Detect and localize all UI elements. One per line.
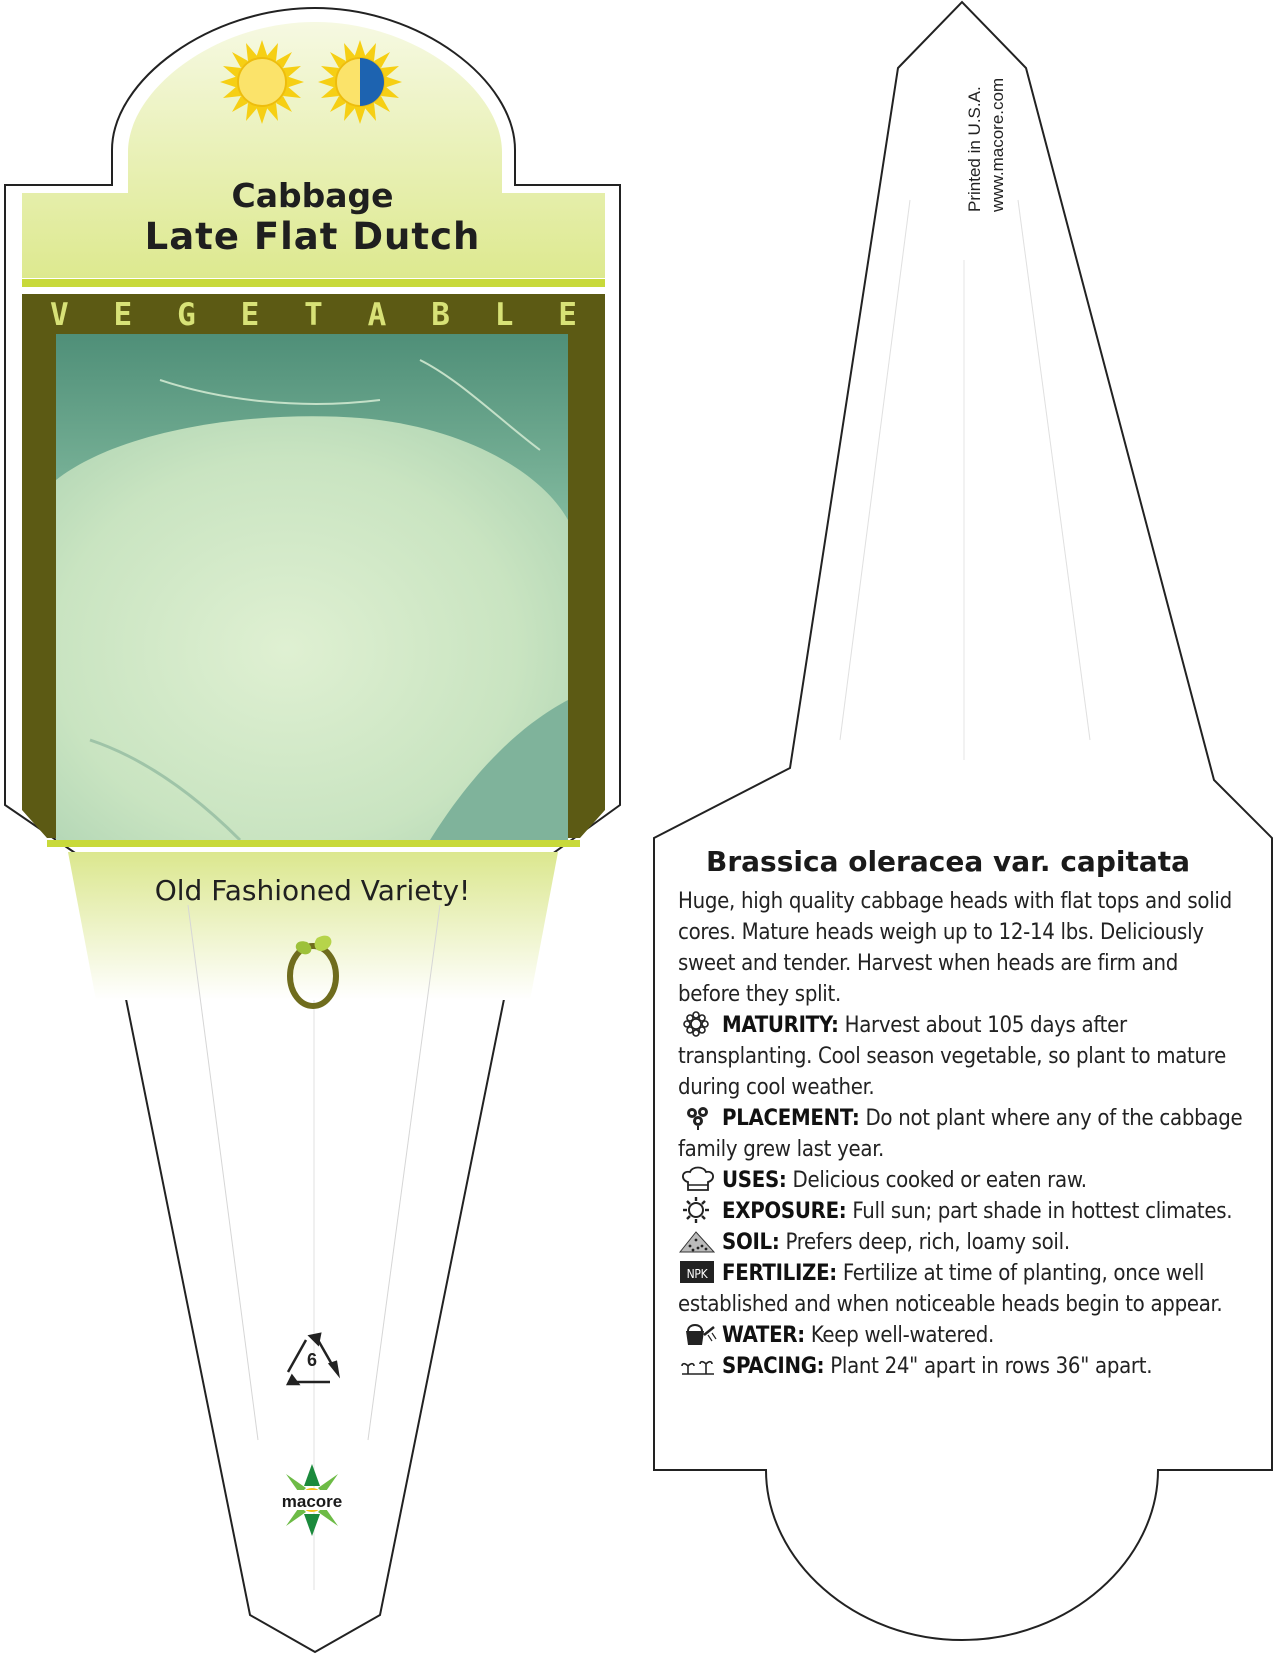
section-text: Plant 24" apart in rows 36" apart. [830, 1354, 1153, 1379]
header-rule [22, 279, 605, 287]
sunflower-icon [678, 1011, 718, 1037]
plant-common-name: Cabbage [231, 176, 394, 215]
chef-hat-icon [678, 1166, 718, 1192]
section-label: SPACING: [722, 1354, 825, 1379]
brand-name: macore [281, 1492, 343, 1511]
section-soil [678, 1227, 1243, 1258]
section-text: Delicious cooked or eaten raw. [792, 1168, 1087, 1193]
flowers-icon [678, 1104, 718, 1130]
section-label: USES: [722, 1168, 787, 1193]
website-line: www.macore.com [987, 77, 1007, 212]
full-sun-icon [220, 40, 304, 124]
category-letter: G [177, 297, 196, 333]
section-fertilize [678, 1258, 1243, 1320]
category-letter: L [494, 297, 514, 333]
section-label: FERTILIZE: [722, 1261, 837, 1286]
part-sun-icon [318, 40, 402, 124]
care-instructions [678, 845, 1243, 1382]
section-spacing [678, 1351, 1243, 1382]
category-letter: E [240, 297, 260, 333]
section-maturity [678, 1010, 1243, 1103]
section-text: Keep well-watered. [810, 1323, 994, 1348]
section-text: Fertilize at time of planting, once well established and when noticeable heads begin to appear. [678, 1261, 1223, 1317]
cabbage-photo [56, 334, 568, 840]
section-label: PLACEMENT: [722, 1106, 860, 1131]
soil-icon [678, 1228, 718, 1254]
section-text: Full sun; part shade in hottest climates. [852, 1199, 1233, 1224]
section-water [678, 1320, 1243, 1351]
section-label: EXPOSURE: [722, 1199, 847, 1224]
section-text: Prefers deep, rich, loamy soil. [785, 1230, 1070, 1255]
section-uses [678, 1165, 1243, 1196]
printed-info [964, 52, 1012, 212]
category-letter: E [558, 297, 577, 333]
botanical-name: Brassica oleracea var. capitata [706, 845, 1191, 878]
sun-icon [678, 1197, 718, 1223]
section-placement [678, 1103, 1243, 1165]
section-text: Do not plant where any of the cabbage family grew last year. [678, 1106, 1243, 1162]
tagline: Old Fashioned Variety! [154, 874, 471, 907]
section-exposure [678, 1196, 1243, 1227]
seedlings-icon [678, 1352, 718, 1378]
category-letter: V [50, 297, 69, 333]
category-letter: E [113, 297, 133, 333]
recycle-number: 6 [306, 1350, 317, 1370]
lower-rule [47, 840, 580, 847]
category-letter: A [367, 297, 387, 333]
section-text: Harvest about 105 days after transplanting. Cool season vegetable, so plant to mature during cool weather. [678, 1013, 1226, 1100]
category-letter: B [431, 297, 450, 333]
watering-can-icon [678, 1321, 718, 1347]
section-label: WATER: [722, 1323, 805, 1348]
section-label: SOIL: [722, 1230, 780, 1255]
npk-icon [678, 1259, 718, 1285]
back-tag-outline [654, 2, 1272, 1640]
printed-line: Printed in U.S.A. [965, 86, 984, 212]
section-label: MATURITY: [722, 1013, 839, 1038]
npk-label: NPK [686, 1267, 708, 1281]
description: Huge, high quality cabbage heads with flat tops and solid cores. Mature heads weigh up to 12-14 lbs. Deliciously sweet and tender. Harvest when heads are firm and before they split. [678, 889, 1232, 1007]
plant-variety-name: Late Flat Dutch [144, 215, 481, 258]
category-letter: T [304, 297, 323, 333]
category-band [22, 296, 605, 334]
